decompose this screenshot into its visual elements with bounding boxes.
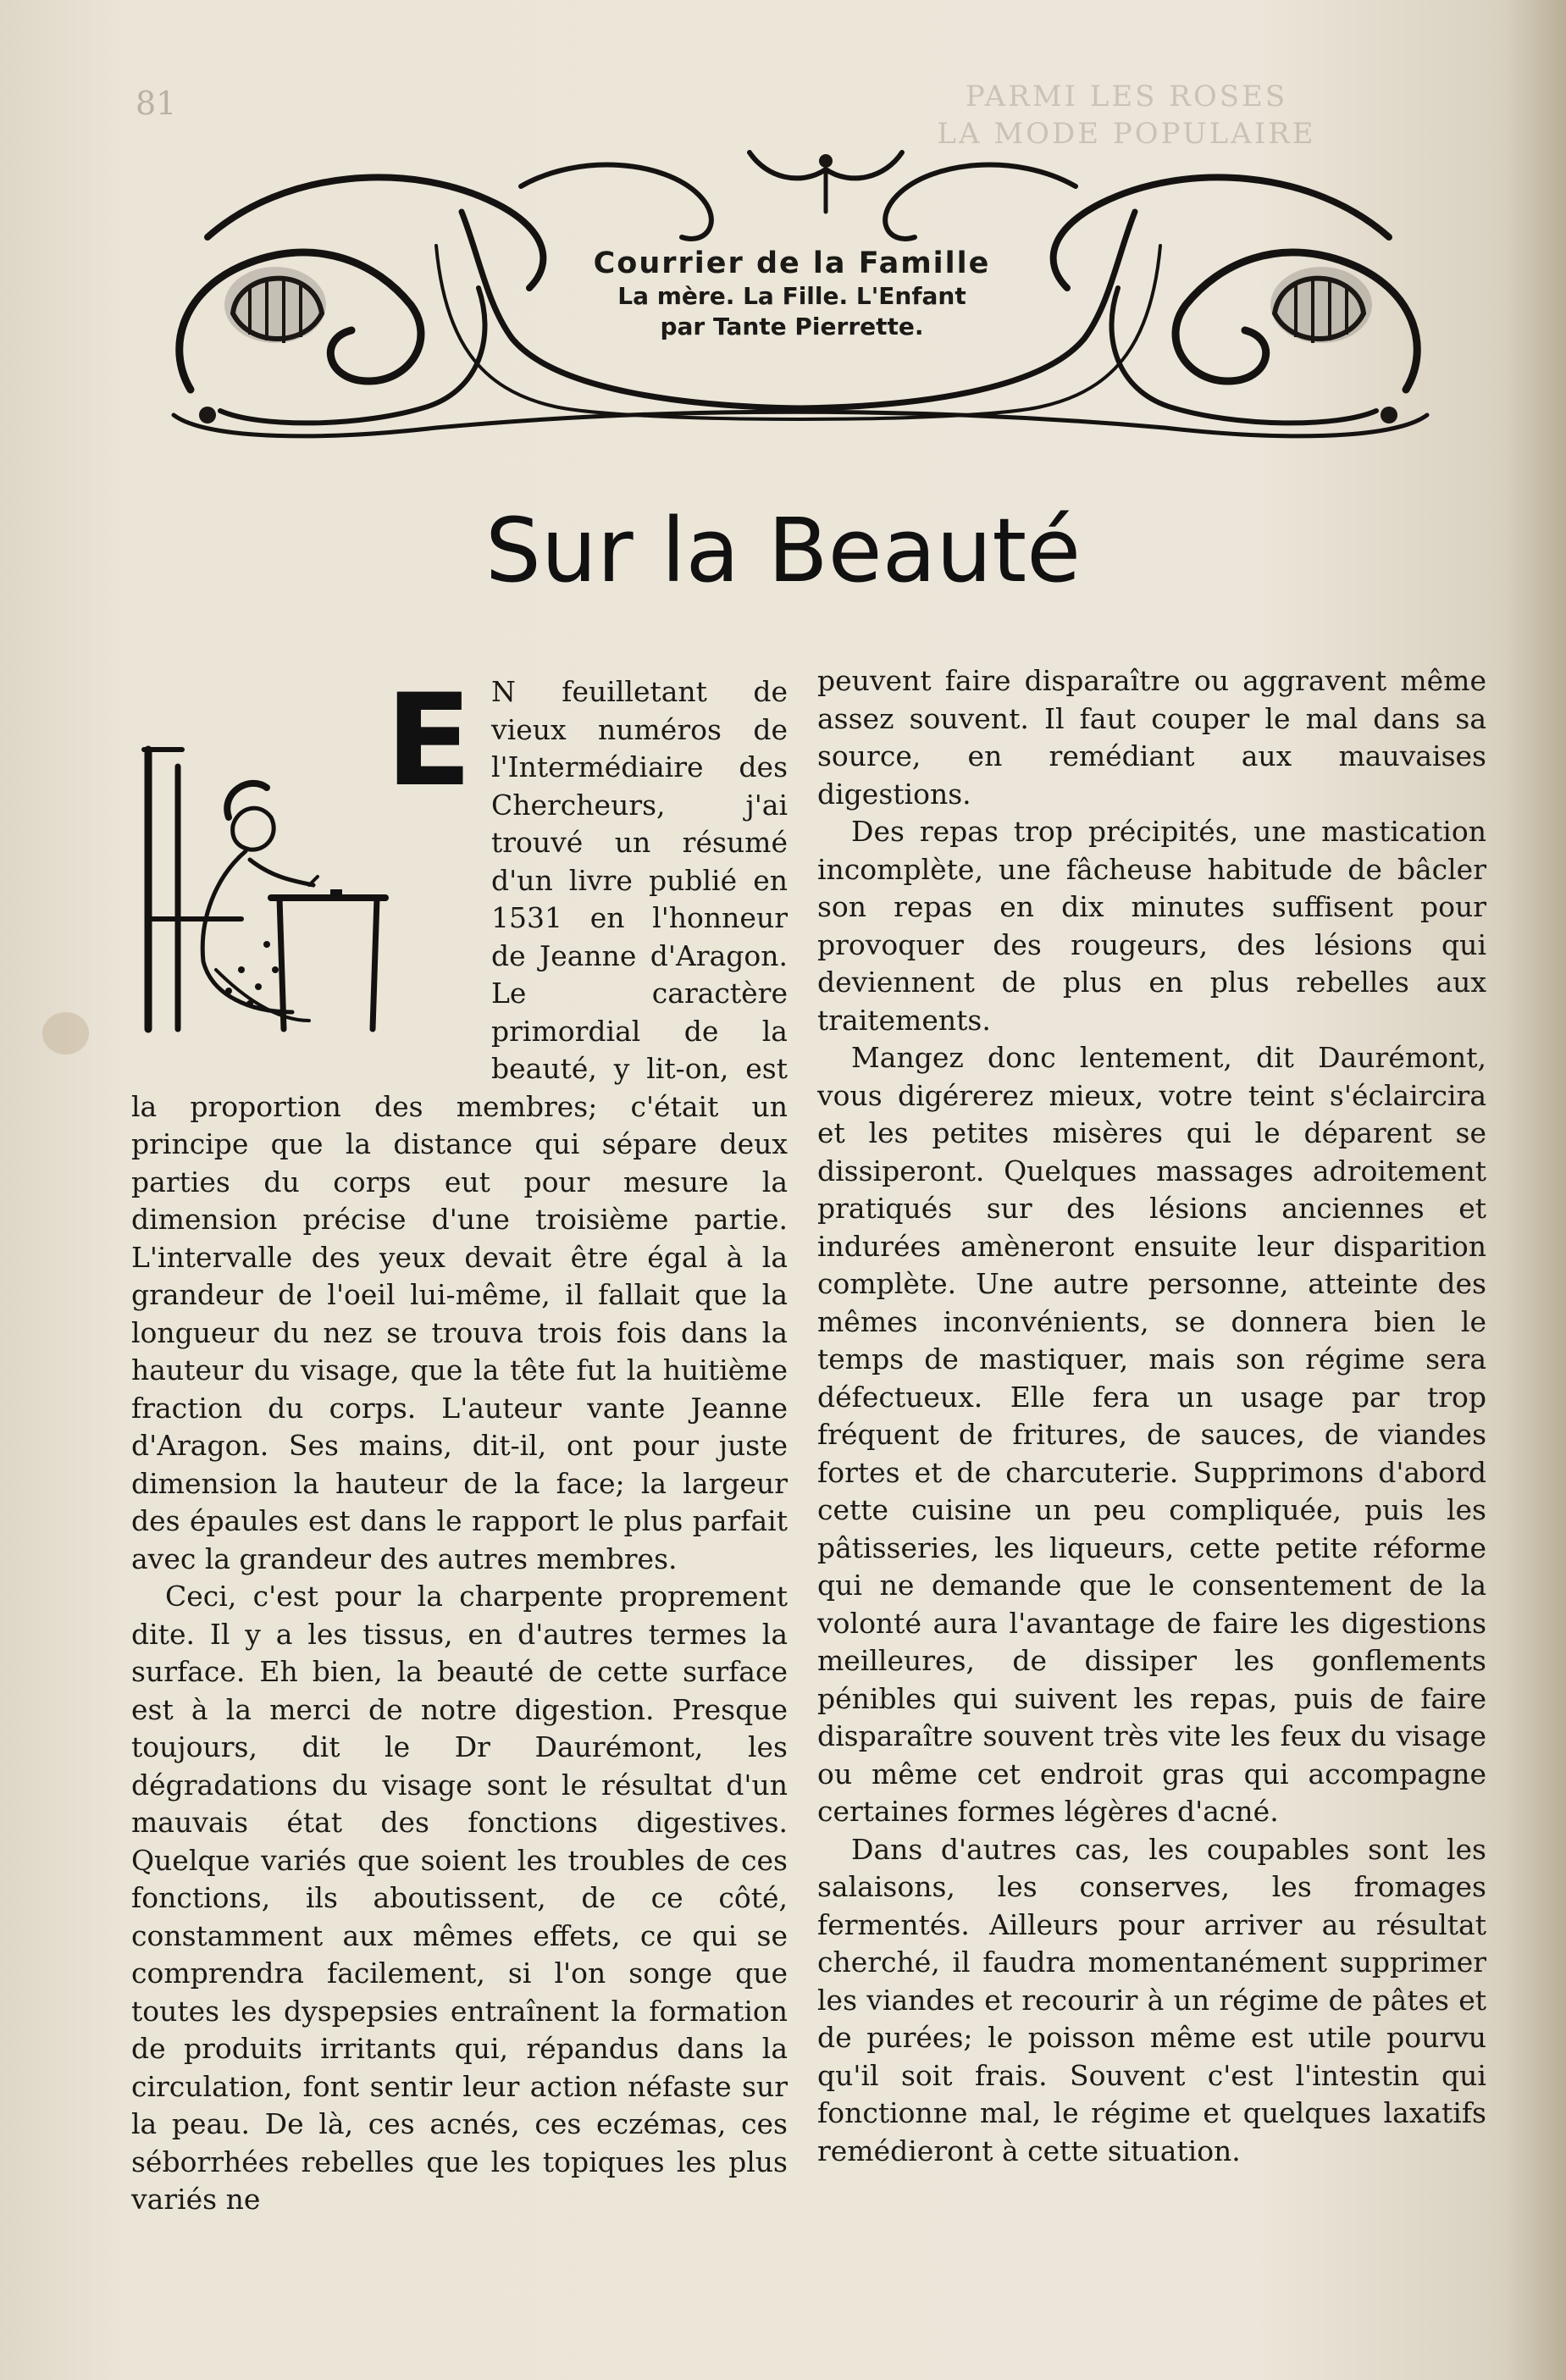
paper-stain <box>42 1012 89 1054</box>
banner-caption <box>495 246 1088 342</box>
drop-cap: E <box>385 667 473 815</box>
paragraph: N feuilletant de vieux numéros de l'Intermédiaire des Chercheurs, j'ai trouvé un résumé d'un livre publié en 1531 en l'honneur de Jeanne d'Aragon. Le caractère primordial de la beauté, y lit-on, est la proportion des membres; c'était un principe que la distance qui sépare deux parties du corps eut pour mesure la dimension précise d'une troisième partie. L'intervalle des yeux devait être égal à la grandeur de l'oeil lui-même, il fallait que la longueur du nez se trouva trois fois dans la hauteur du visage, que la tête fut la huitième fraction du corps. L'auteur vante Jeanne d'Aragon. Ses mains, dit-il, ont pour juste dimension la hauteur de la face; la largeur des épaules est dans le rapport le plus parfait avec la grandeur des autres membres. <box>131 675 788 1575</box>
bleed-through-line-1: PARMI LES ROSES <box>965 80 1288 113</box>
woman-writing-illustration <box>131 716 394 1054</box>
paragraph: Mangez donc lentement, dit Daurémont, vous digérerez mieux, votre teint s'éclaircira et les petites misères qui le déparent se dissiperont. Quelques massages adroitement pratiqués sur des lésions anciennes et indurées amèneront ensuite leur disparition complète. Une autre personne, atteinte des mêmes inconvénients, se donnera bien le temps de mastiquer, mais son régime sera défectueux. Elle fera un usage par trop fréquent de fritures, de sauces, de viandes fortes et de charcuterie. Supprimons d'abord cette cuisine un peu compliquée, puis les pâtisseries, les liqueurs, cette petite réforme qui ne demande que le consentement de la volonté aura l'avantage de faire les digestions meilleures, de dissiper les gonflements pénibles qui suivent les repas, puis de faire disparaître souvent très vite les feux du visage ou même cet endroit gras qui accompagne certaines formes légères d'acné. <box>817 1041 1486 1828</box>
right-column <box>817 662 1486 2170</box>
paragraph: peuvent faire disparaître ou aggravent même assez souvent. Il faut couper le mal dans sa source, en remédiant aux mauvaises digestions. <box>817 664 1486 811</box>
page-number: 81 <box>136 85 177 122</box>
ornamental-banner <box>157 136 1440 445</box>
bleed-through-line-2: LA MODE POPULAIRE <box>937 117 1316 151</box>
dropcap-block <box>131 667 483 1054</box>
banner-subtitle: La mère. La Fille. L'Enfant <box>617 282 966 310</box>
banner-title: Courrier de la Famille <box>593 246 991 280</box>
banner-author: par Tante Pierrette. <box>660 313 924 340</box>
paragraph: Ceci, c'est pour la charpente proprement dite. Il y a les tissus, en d'autres termes la surface. Eh bien, la beauté de cette surface est à la merci de notre digestion. Presque toujours, dit le Dr Daurémont, les dégradations du visage sont le résultat d'un mauvais état des fonctions digestives. Quelque variés que soient les troubles de ces fonctions, ils aboutissent, de ce côté, constamment aux mêmes effets, ce qui se comprendra facilement, si l'on songe que toutes les dyspepsies entraînent la formation de produits irritants qui, répandus dans la circulation, font sentir leur action néfaste sur la peau. De là, ces acnés, ces eczémas, ces séborrhées rebelles que les topiques les plus variés ne <box>131 1580 788 2216</box>
paragraph: Des repas trop précipités, une mastication incomplète, une fâcheuse habitude de bâcler son repas en dix minutes suffisent pour provoquer des rougeurs, des lésions qui deviennent de plus en plus rebelles aux traitements. <box>817 815 1486 1037</box>
paragraph: Dans d'autres cas, les coupables sont les salaisons, les conserves, les fromages fermentés. Ailleurs pour arriver au résultat cherché, il faudra momentanément supprimer les viandes et recourir à un régime de pâtes et de purées; le poisson même est utile pourvu qu'il soit frais. Souvent c'est l'intestin qui fonctionne mal, le régime et quelques laxatifs remédieront à cette situation. <box>817 1832 1486 2167</box>
article-title: Sur la Beauté <box>484 499 1082 602</box>
left-column <box>131 667 788 2219</box>
